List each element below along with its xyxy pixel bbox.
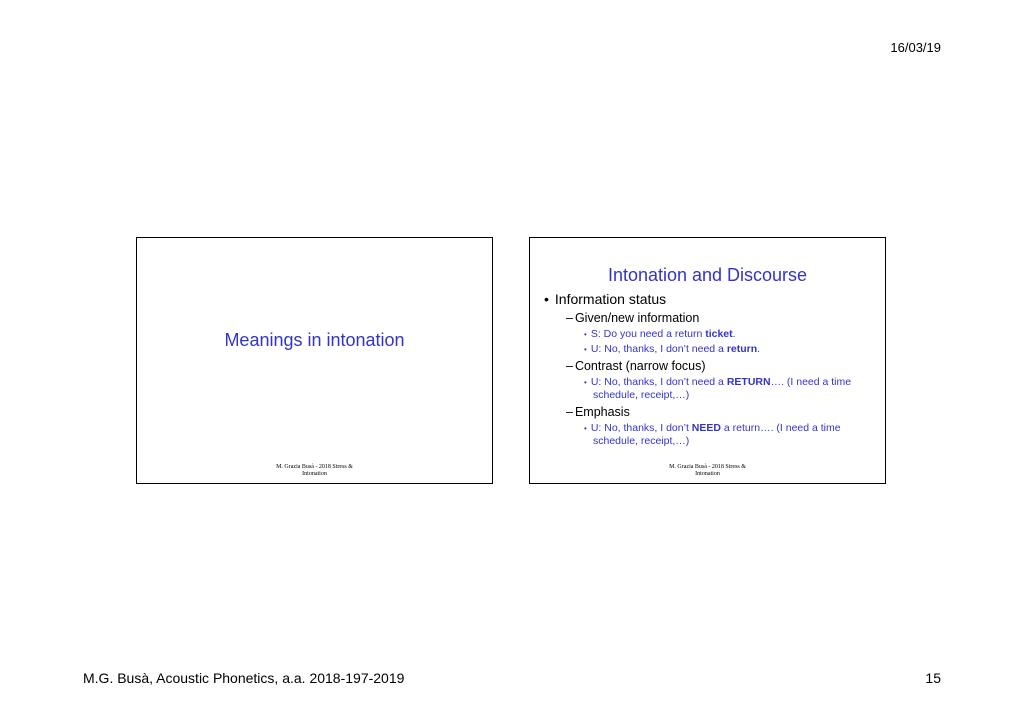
slide-title: Meanings in intonation (224, 330, 405, 350)
slide-title: Intonation and Discourse (607, 265, 808, 285)
sub-bullet-item: – Given/new information (566, 310, 869, 326)
example-text: U: No, thanks, I don’t need a (590, 376, 727, 388)
example-text: . (757, 343, 761, 355)
example-text: …. (I need a time schedule, receipt,…) (593, 376, 852, 401)
slide-footer-line: M. Grazia Busà - 2018 Stress & (669, 464, 746, 470)
slide-footer (530, 464, 885, 478)
example-item (584, 422, 869, 448)
sub-bullet-item: – Emphasis (566, 404, 869, 420)
page-footer-course: M.G. Busà, Acoustic Phonetics, a.a. 2018-197-2019 (83, 670, 405, 686)
page-number: 15 (925, 670, 941, 686)
page-date: 16/03/19 (890, 40, 941, 55)
example-item (584, 328, 869, 341)
example-text: U: No, thanks, I don’t need a (590, 343, 727, 355)
slide-thumbnail-2 (529, 237, 886, 484)
slide-bullet-list (544, 290, 869, 448)
example-text: U: No, thanks, I don’t (590, 422, 692, 434)
slide-footer-line: Intonation (302, 471, 327, 477)
example-text: a return…. (I need a time schedule, receipt,…) (593, 422, 841, 447)
example-text: . (732, 328, 736, 340)
example-emphasis: return (726, 343, 758, 355)
example-emphasis: RETURN (726, 376, 771, 388)
example-emphasis: NEED (691, 422, 721, 434)
slide-footer (137, 464, 492, 478)
example-emphasis: ticket (705, 328, 733, 340)
slide-footer-line: Intonation (695, 471, 720, 477)
bullet-item: • Information status (544, 290, 869, 308)
sub-bullet-item: – Contrast (narrow focus) (566, 358, 869, 374)
example-text: S: Do you need a return (590, 328, 706, 340)
slide-footer-line: M. Grazia Busà - 2018 Stress & (276, 464, 353, 470)
example-item (584, 343, 869, 356)
slide-thumbnail-1 (136, 237, 493, 484)
example-item (584, 376, 869, 402)
